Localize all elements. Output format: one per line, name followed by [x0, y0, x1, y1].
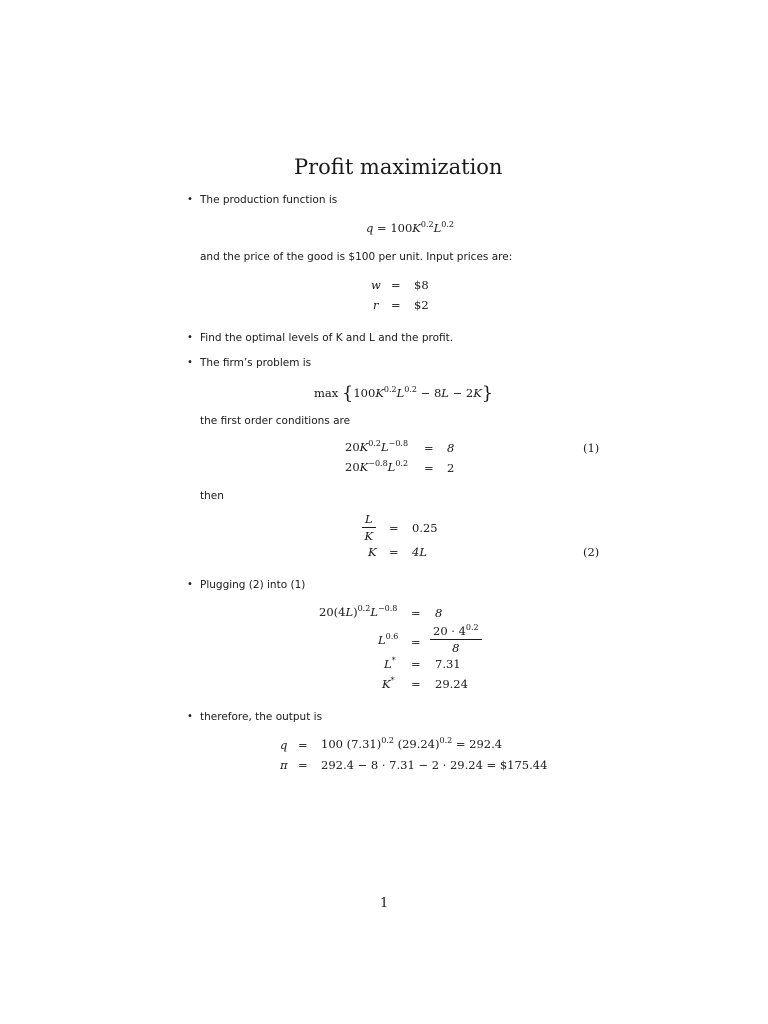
fraction-numerator — [430, 624, 482, 640]
eq-coefficient: 4 — [412, 545, 420, 559]
equation-relation: = — [424, 461, 434, 475]
eq-var-k: K — [382, 677, 391, 691]
equation-relation: = — [298, 738, 308, 752]
paragraph-price: and the price of the good is $100 per unit. Input prices are: — [200, 251, 513, 263]
bullet-text-production: The production function is — [200, 194, 338, 206]
eq-exp: 0.2 — [381, 736, 394, 745]
eq-coefficient: 20 — [345, 440, 360, 454]
bullet-text-find-optimal: Find the optimal levels of K and L and the profit. — [200, 332, 454, 344]
equation-tag-2: (2) — [583, 545, 600, 559]
bullet-marker: • — [187, 711, 193, 722]
eq-lhs: w — [371, 278, 381, 292]
equation-rhs: 2 — [447, 461, 455, 475]
bullet-marker: • — [187, 357, 193, 368]
eq-var: L — [441, 386, 449, 400]
eq-exp-l: 0.2 — [404, 385, 418, 394]
eq-var-l: L — [419, 545, 427, 559]
eq-exp-k: 0.2 — [383, 385, 397, 394]
eq-exp-k: 0.2 — [368, 439, 381, 448]
eq-term: 20(4 — [319, 605, 346, 619]
equation-rhs: 7.31 — [435, 657, 461, 671]
eq-var-k: K — [359, 440, 369, 454]
fraction-l-over-k — [362, 512, 376, 543]
eq-var-l: L — [387, 460, 396, 474]
fraction-denominator: 8 — [452, 641, 460, 655]
eq-var-l: L — [433, 221, 442, 235]
eq-var-l: L — [370, 605, 378, 619]
equation-production-function — [366, 221, 454, 235]
eq-exp: −0.8 — [377, 604, 398, 613]
page-number: 1 — [380, 896, 389, 911]
eq-term: ) — [353, 605, 358, 619]
eq-var-l: L — [380, 440, 389, 454]
eq-term: 20 · 4 — [433, 624, 466, 638]
eq-exp-l: 0.2 — [395, 459, 409, 468]
equation-k-lhs: K — [368, 545, 377, 559]
eq-var-l: L — [345, 605, 354, 619]
eq-var-l: L — [384, 657, 392, 671]
equation-tag-1: (1) — [583, 441, 600, 455]
equation-price-w — [371, 278, 381, 292]
eq-coefficient: 100 — [390, 221, 413, 235]
eq-coefficient: 100 — [353, 386, 376, 400]
equation-rhs: 8 — [435, 606, 443, 620]
equation-relation: = — [389, 521, 399, 535]
eq-lhs: r — [373, 298, 379, 312]
equation-rhs: 8 — [447, 441, 455, 455]
bullet-marker: • — [187, 194, 193, 205]
eq-term: − 8 — [417, 386, 442, 400]
equation-rhs: 0.25 — [412, 521, 438, 535]
equation-ratio — [362, 512, 376, 543]
eq-brace-open: { — [341, 383, 354, 404]
equation-plug-2-rhs — [430, 624, 482, 655]
eq-var-k: K — [375, 386, 384, 400]
fraction-plug — [430, 624, 482, 655]
bullet-text-plugging: Plugging (2) into (1) — [200, 579, 306, 591]
equation-relation: = — [389, 545, 399, 559]
equation-relation: = — [411, 657, 421, 671]
eq-exp-l: −0.8 — [388, 439, 409, 448]
equation-plug-2-lhs — [378, 633, 398, 647]
equation-relation: = — [411, 606, 421, 620]
bullet-marker: • — [187, 579, 193, 590]
eq-exp-k: −0.8 — [368, 459, 388, 468]
eq-exp: 0.6 — [385, 632, 399, 641]
equation-maximization — [314, 383, 493, 404]
eq-star: * — [390, 676, 395, 685]
equation-output-rhs — [321, 737, 502, 751]
eq-star: * — [391, 656, 396, 665]
eq-var-l: L — [396, 386, 405, 400]
equation-relation: = — [298, 758, 308, 772]
bullet-text-firms-problem: The firm’s problem is — [200, 357, 312, 369]
equation-plug-4-lhs — [382, 677, 395, 691]
equation-relation: = — [391, 278, 401, 292]
paragraph-then: then — [200, 490, 224, 502]
equation-k-rhs — [412, 545, 427, 559]
equation-price-r — [373, 298, 379, 312]
eq-exp: 0.2 — [465, 623, 479, 632]
equation-foc-2-lhs — [345, 460, 408, 474]
eq-operator-max: max — [314, 386, 339, 400]
equation-relation: = — [411, 677, 421, 691]
eq-term: = 292.4 — [452, 737, 503, 751]
equation-rhs: 29.24 — [435, 677, 468, 691]
eq-coefficient: 20 — [345, 460, 360, 474]
equation-profit-rhs: 292.4 − 8 · 7.31 − 2 · 29.24 = $175.44 — [321, 758, 548, 772]
page-title: Profit maximization — [294, 155, 503, 179]
eq-exp: 0.2 — [439, 736, 453, 745]
bullet-text-output: therefore, the output is — [200, 711, 323, 723]
equation-plug-1-lhs — [319, 605, 397, 619]
equation-rhs: $8 — [414, 278, 429, 292]
equation-rhs: $2 — [414, 298, 429, 312]
eq-exp-l: 0.2 — [441, 220, 454, 229]
paragraph-foc: the first order conditions are — [200, 415, 351, 427]
eq-var-k: K — [359, 460, 369, 474]
bullet-marker: • — [187, 332, 193, 343]
equation-profit-lhs: π — [280, 758, 288, 772]
equation-plug-3-lhs — [384, 657, 396, 671]
equation-output-lhs: q — [280, 738, 288, 752]
eq-exp-k: 0.2 — [420, 220, 434, 229]
equation-relation: = — [391, 298, 401, 312]
eq-var-l: L — [378, 633, 386, 647]
eq-var-q: q — [366, 221, 374, 235]
equation-foc-1-lhs — [345, 440, 408, 454]
eq-term: (29.24) — [393, 737, 440, 751]
eq-brace-close: } — [481, 383, 494, 404]
fraction-numerator: L — [362, 512, 376, 528]
eq-relation: = — [377, 221, 387, 235]
eq-var-k: K — [412, 221, 421, 235]
eq-term: − 2 — [448, 386, 474, 400]
eq-var: K — [473, 386, 482, 400]
eq-term: 100 (7.31) — [321, 737, 382, 751]
equation-relation: = — [411, 635, 421, 649]
fraction-denominator: K — [364, 529, 374, 543]
eq-exp: 0.2 — [357, 604, 371, 613]
equation-relation: = — [424, 441, 434, 455]
